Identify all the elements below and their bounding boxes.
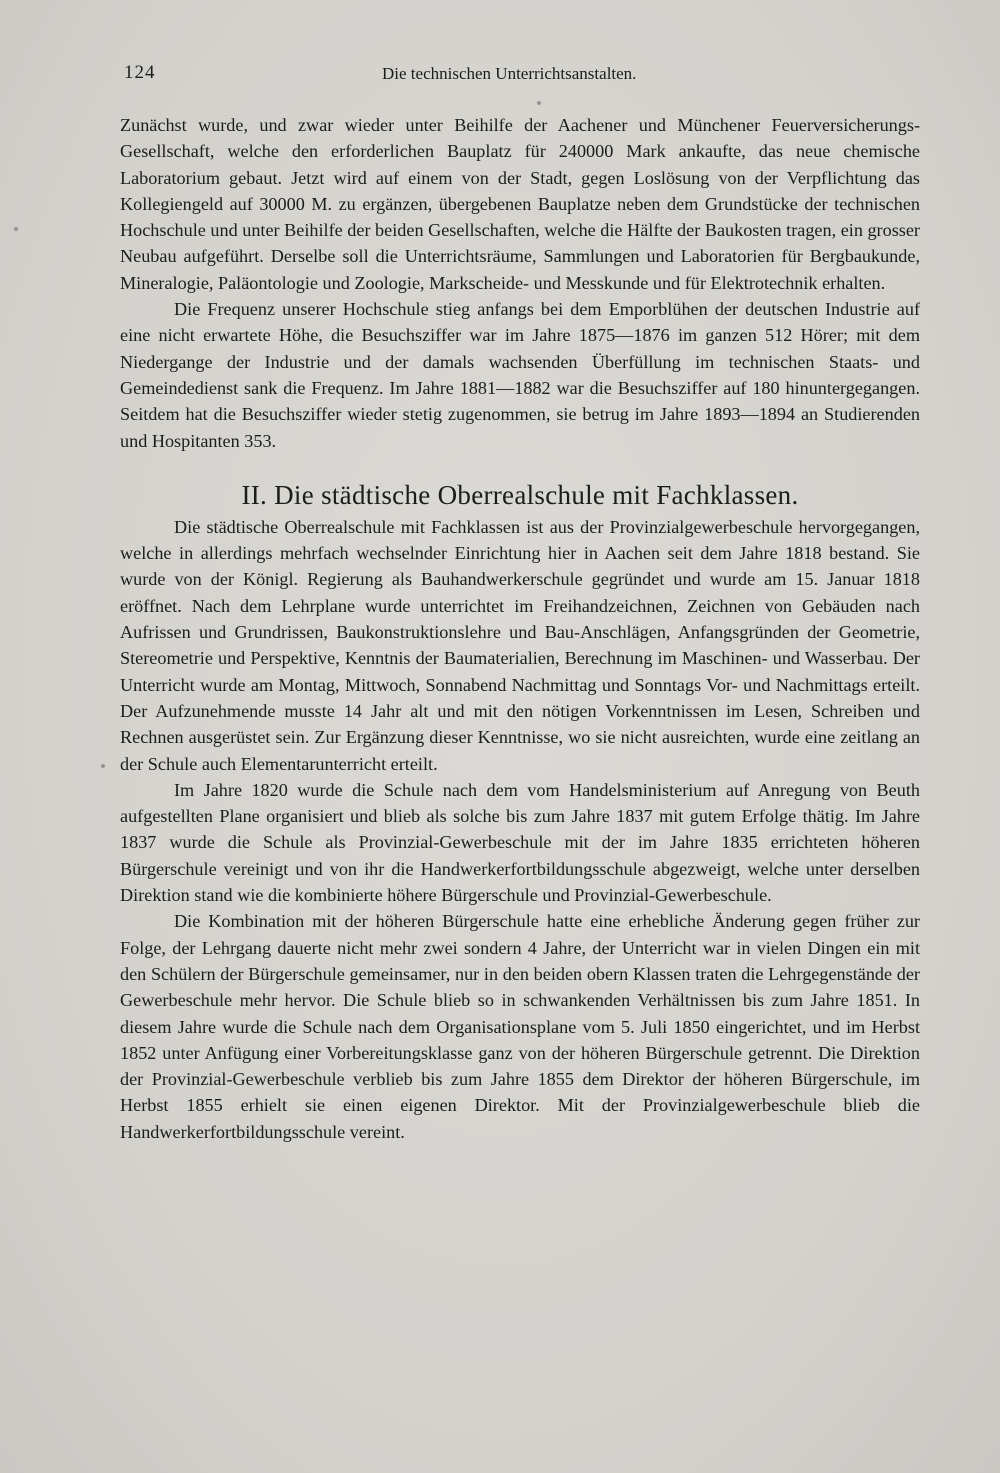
paragraph: Zunächst wurde, und zwar wieder unter Beihilfe der Aachener und Münchener Feuerversicherungs-Gesellschaft, welche den erforderlichen Bauplatz für 240000 Mark ankaufte, das neue chemische Laboratorium gebaut. Jetzt wird auf einem von der Stadt, gegen Loslösung von der Verpflichtung das Kollegiengeld auf 30000 M. zu ergänzen, übergebenen Bauplatze neben dem Grundstücke der technischen Hochschule und unter Beihilfe der beiden Gesellschaften, welche die Hälfte der Baukosten tragen, ein grosser Neubau aufgeführt. Derselbe soll die Unterrichtsräume, Sammlungen und Laboratorien für Bergbaukunde, Mineralogie, Paläontologie und Zoologie, Markscheide- und Messkunde und für Elektrotechnik erhalten. xyxy=(120,115,920,293)
page-header xyxy=(120,62,920,92)
print-speck xyxy=(101,764,105,768)
section-heading: II. Die städtische Oberrealschule mit Fachklassen. xyxy=(241,479,799,510)
paragraph: Die städtische Oberrealschule mit Fachklassen ist aus der Provinzialgewerbeschule hervorgegangen, welche in allerdings mehrfach wechselnder Einrichtung hier in Aachen seit dem Jahre 1818 bestand. Sie wurde von der Königl. Regierung als Bauhandwerkerschule gegründet und wurde am 15. Januar 1818 eröffnet. Nach dem Lehrplane wurde unterrichtet im Freihandzeichnen, Zeichnen von Gebäuden nach Aufrissen und Grundrissen, Baukonstruktionslehre und Bau-Anschlägen, Anfangsgründen der Geometrie, Stereometrie und Perspektive, Kenntnis der Baumaterialien, Berechnung im Maschinen- und Wasserbau. Der Unterricht wurde am Montag, Mittwoch, Sonnabend Nachmittag und Sonntags Vor- und Nachmittags erteilt. Der Aufzunehmende musste 14 Jahr alt und mit den nötigen Vorkenntnissen im Lesen, Schreiben und Rechnen ausgerüstet sein. Zur Ergänzung dieser Kenntnisse, wo sie nicht ausreichten, wurde eine zeitlang an der Schule auch Elementarunterricht erteilt. xyxy=(120,516,920,774)
paragraph: Die Kombination mit der höheren Bürgerschule hatte eine erhebliche Änderung gegen früher zur Folge, der Lehrgang dauerte nicht mehr zwei sondern 4 Jahre, der Unterricht war in vielen Dingen ein mit den Schülern der Bürgerschule gemeinsamer, nur in den beiden obern Klassen traten die Lehrgegenstände der Gewerbeschule mehr hervor. Die Schule blieb so in schwankenden Verhältnissen bis zum Jahre 1851. In diesem Jahre wurde die Schule nach dem Organisationsplane vom 5. Juli 1850 eingerichtet, und im Herbst 1852 unter Anfügung einer Vorbereitungsklasse ganz von der höheren Bürgerschule getrennt. Die Direktion der Provinzial-Gewerbeschule verblieb bis zum Jahre 1855 dem Direktor der höheren Bürgerschule, im Herbst 1855 erhielt sie einen eigenen Direktor. Mit der Provinzialgewerbeschule blieb die Handwerkerfortbildungsschule vereint. xyxy=(120,911,920,1142)
body-text xyxy=(120,112,920,1145)
paragraph: Die Frequenz unserer Hochschule stieg anfangs bei dem Emporblühen der deutschen Industrie auf eine nicht erwartete Höhe, die Besuchsziffer war im Jahre 1875—1876 im ganzen 512 Hörer; mit dem Niedergange der Industrie und der damals wachsenden Überfüllung im technischen Staats- und Gemeindedienst sank die Frequenz. Im Jahre 1881—1882 war die Besuchsziffer auf 180 hinuntergegangen. Seitdem hat die Besuchsziffer wieder stetig zugenommen, sie betrug im Jahre 1893—1894 an Studierenden und Hospitanten 353. xyxy=(120,299,920,451)
running-title: Die technischen Unterrichtsanstalten. xyxy=(382,64,637,83)
print-speck xyxy=(14,227,18,231)
print-speck xyxy=(537,101,541,105)
paragraph: Im Jahre 1820 wurde die Schule nach dem vom Handelsministerium auf Anregung von Beuth aufgestellten Plane organisiert und blieb als solche bis zum Jahre 1837 mit gutem Erfolge thätig. Im Jahre 1837 wurde die Schule als Provinzial-Gewerbeschule mit der im Jahre 1835 errichteten höheren Bürgerschule vereinigt und von ihr die Handwerkerfortbildungsschule abgezweigt, welche unter derselben Direktion stand wie die kombinierte höhere Bürgerschule und Provinzial-Gewerbeschule. xyxy=(120,779,920,906)
page-number: 124 xyxy=(124,62,156,83)
